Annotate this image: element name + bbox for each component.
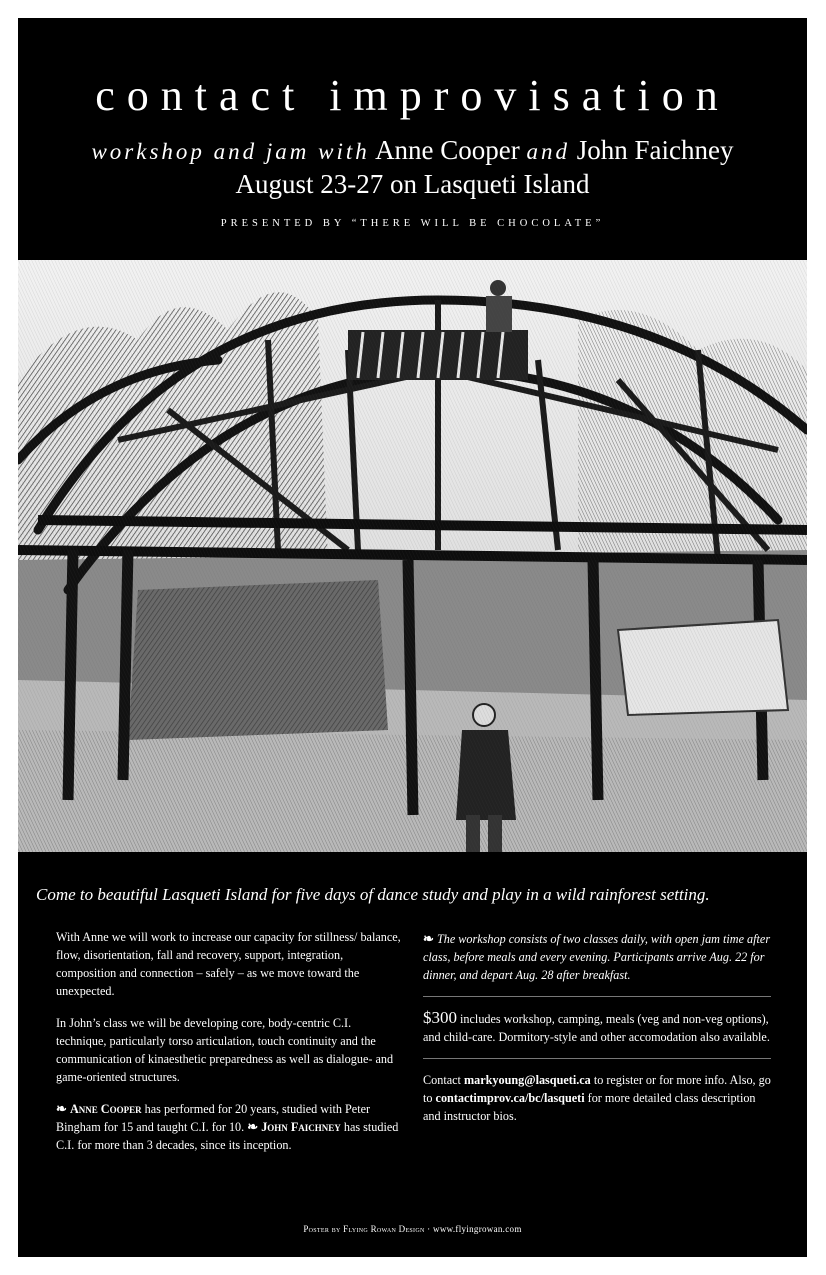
presented-by: PRESENTED BY “THERE WILL BE CHOCOLATE” — [220, 218, 605, 229]
john-class-description: In John’s class we will be developing core, body-centric C.I. technique, particularly torso articulation, touch continuity and the communication of kinaesthetic preparedness as well as dialogue- and game-oriented structures. — [56, 1016, 394, 1084]
bio-text-john: has studied C.I. for more than 3 decades, since its inception. — [56, 1120, 399, 1152]
price-paragraph — [423, 1009, 771, 1046]
poster-footer — [18, 1224, 807, 1234]
poster — [18, 18, 807, 1257]
contact-mid: to register or for more info. Also, go to — [423, 1073, 771, 1105]
fleuron-icon: ❧ — [247, 1119, 259, 1134]
fleuron-icon: ❧ — [56, 1101, 67, 1116]
anne-class-description: With Anne we will work to increase our capacity for stillness/ balance, flow, disorientation, fall and recovery, support, integration, composition and connection – safely – as we move toward the unexpected. — [56, 930, 401, 998]
timber-frame-photo — [18, 260, 807, 852]
event-dates: August 23-27 on Lasqueti Island — [235, 169, 590, 199]
poster-subtitle — [18, 134, 807, 168]
right-column — [423, 930, 771, 1125]
poster-title: contact improvisation — [95, 71, 730, 120]
divider — [423, 996, 771, 997]
left-column — [56, 928, 402, 1168]
contact-prefix: Contact — [423, 1073, 464, 1087]
contact-paragraph — [423, 1071, 771, 1125]
footer-url-link[interactable]: www.flyingrowan.com — [433, 1224, 522, 1234]
divider — [423, 1058, 771, 1059]
price-text: includes workshop, camping, meals (veg and non-veg options), and child-care. Dormitory-style and other accomodation also available. — [423, 1012, 770, 1044]
lead-sentence: Come to beautiful Lasqueti Island for five days of dance study and play in a wild rainforest setting. — [36, 885, 710, 904]
timber-frame-structure-photo — [18, 260, 807, 852]
schedule-text: The workshop consists of two classes daily, with open jam time after class, before meals and every evening. Participants arrive Aug. 22 for dinner, and depart Aug. 28 after breakfast. — [423, 932, 771, 982]
and-word: and — [526, 139, 571, 164]
poster-header — [18, 18, 807, 260]
teacher-one: Anne Cooper — [375, 135, 520, 165]
contact-suffix: for more detailed class description and instructor bios. — [423, 1091, 756, 1123]
schedule-paragraph — [423, 930, 771, 984]
footer-credit: Poster by Flying Rowan Design — [303, 1224, 425, 1234]
instructor-bios — [56, 1100, 402, 1154]
bio-text-anne: has performed for 20 years, studied with Peter Bingham for 15 and taught C.I. for 10. — [56, 1102, 371, 1134]
subtitle-italic: workshop and jam with — [91, 139, 370, 164]
bio-name-anne: Anne Cooper — [69, 1102, 142, 1116]
footer-separator: · — [424, 1224, 434, 1234]
contact-url-link[interactable]: contactimprov.ca/bc/lasqueti — [435, 1091, 585, 1105]
fleuron-icon: ❧ — [423, 931, 434, 946]
contact-email-link[interactable]: markyoung@lasqueti.ca — [463, 1073, 591, 1087]
price-amount: $300 — [423, 1008, 457, 1027]
teacher-two: John Faichney — [576, 135, 734, 165]
bio-name-john: John Faichney — [261, 1120, 341, 1134]
